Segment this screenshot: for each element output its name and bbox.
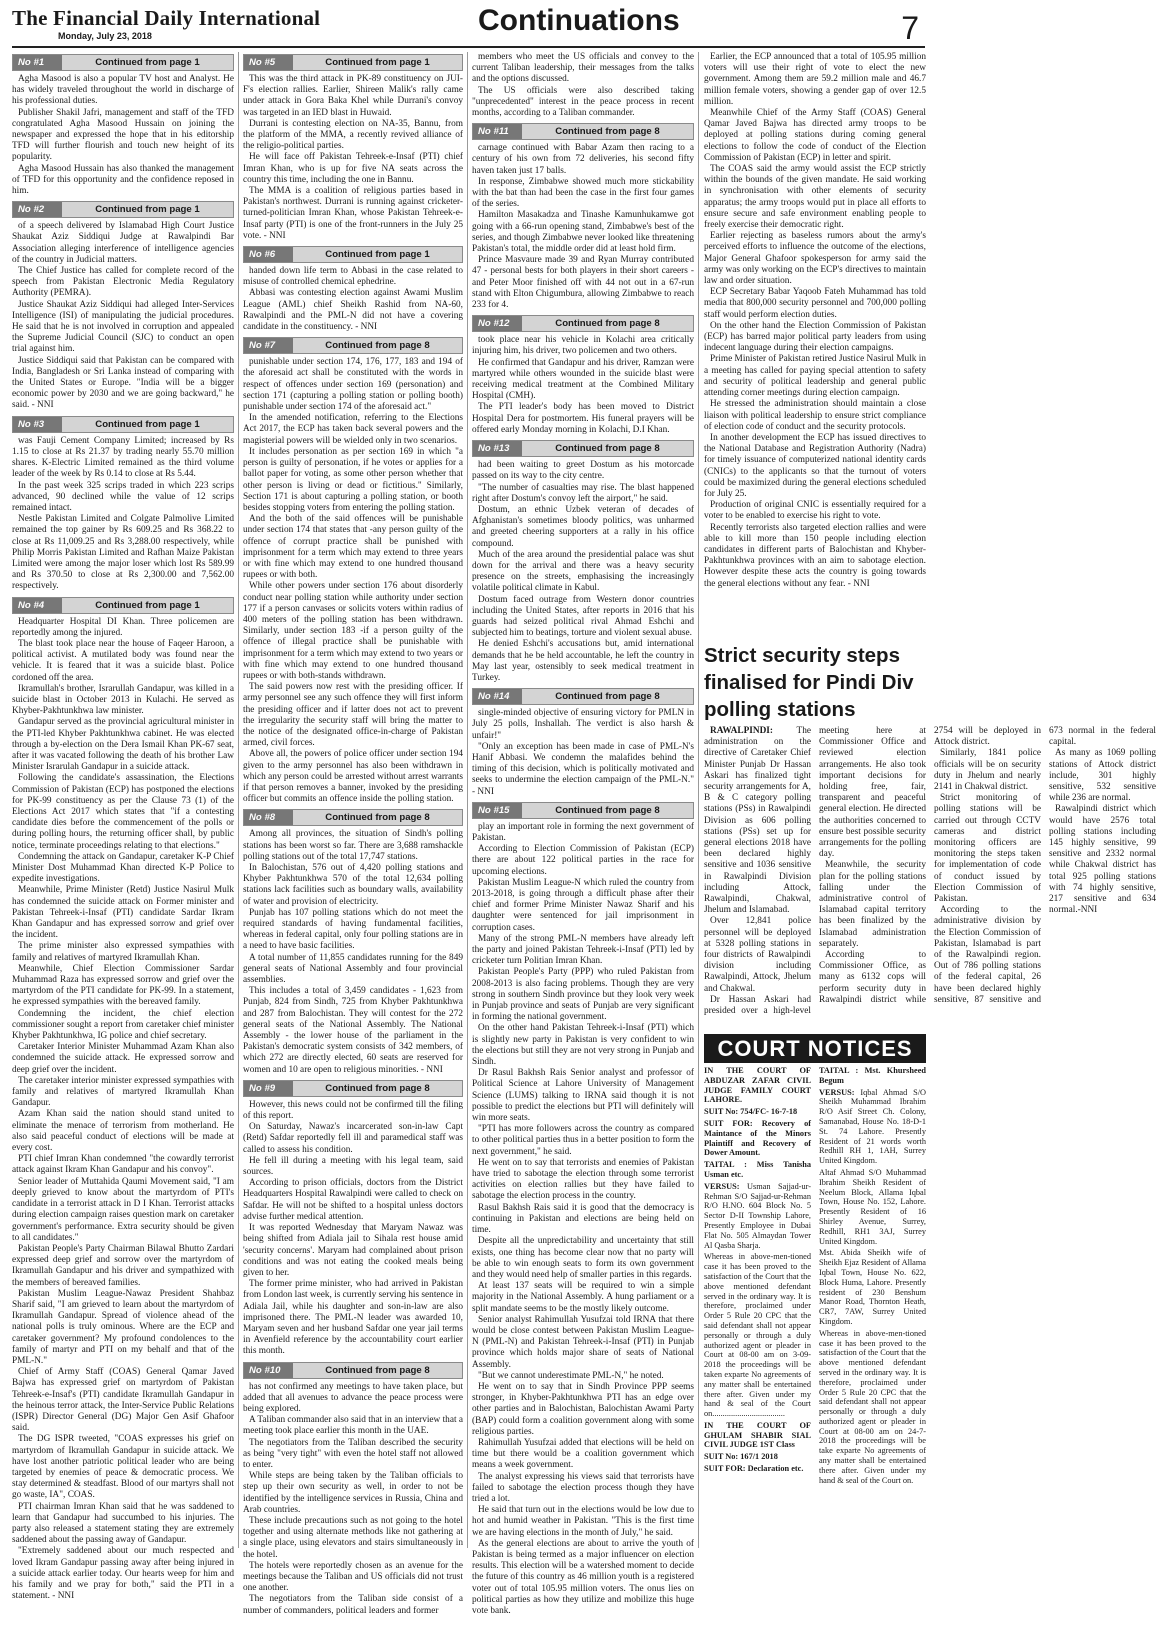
article-paragraph: "PTI has more followers across the country as compared to other political parties thus in a better position to form the next government," he said. <box>472 1124 694 1157</box>
story-dateline: RAWALPINDI: <box>710 726 774 736</box>
article-paragraph: This was the third attack in PK-89 constituency on JUI-F's election rallies. Earlier, Shireen Malik's rally came under attack in Gora Baka Khel while Durrani's convoy was targeted in an IED blast in Huwaid. <box>243 74 463 118</box>
article-paragraph: "Extremely saddened about our much respected and loved Ikram Gandapur passing away after being injured in a suicide attack earlier today. Our hearts weep for him and his family and we pray for both," said the PTI in a statement. - NNI <box>12 1546 234 1602</box>
court-notice-entry <box>704 1182 811 1251</box>
court-notice-heading: TAITAL : Mst. Khursheed Begum <box>819 1066 926 1085</box>
continuation-section <box>12 416 234 593</box>
article-paragraph: In Balochistan, 576 out of 4,420 polling stations and Khyber Pakhtunkhwa 570 of the total 12,634 polling stations lack facilities such as boundary walls, availability of water and provision of electricity. <box>243 863 463 907</box>
article-paragraph: Meanwhile, Chief Election Commissioner Sardar Muhammad Raza has expressed sorrow and grief over the martyrdom of the PTI candidate for PK-99. In a statement, he expressed sympathies with the bereaved family. <box>12 963 234 1008</box>
court-notice-text: Mst. Abida Sheikh wife of Sheikh Ejaz Resident of Allama Iqbal Town, House No. 622, Block Huma, Lahore. Presently resident of 230 Benshum Manor Road, Thornton Heath, CR7, 7AW, Surrey United Kingdom. <box>819 1248 926 1326</box>
column-divider <box>698 52 699 1548</box>
article-paragraph: Condemning the incident, the chief election commissioner sought a report from caretaker chief minister Khyber Pakhtunkhwa, IG police and chief secretary. <box>12 1008 234 1042</box>
page-number: 7 <box>901 10 919 46</box>
article-paragraph: was Fauji Cement Company Limited; increased by Rs 1.15 to close at Rs 21.37 by trading nearly 55.70 million shares. K-Electric Limited remained as the third volume leader of the week by Rs 0.14 to close at Rs 5.44. <box>12 435 234 480</box>
article-paragraph: According to Election Commission of Pakistan (ECP) there are about 122 political parties in the race for upcoming elections. <box>472 844 694 877</box>
story-paragraph <box>704 726 811 916</box>
continuation-number: No #1 <box>13 55 62 70</box>
article-paragraph: "Only an exception has been made in case of PML-N's Hanif Abbasi. We condemn the malafides behind the timing of this decision, which is politically motivated and seeks to undermine the election campaign of the PML-N." - NNI <box>472 741 694 797</box>
article-paragraph: He said that turn out in the elections would be low due to hot and humid weather in Pakistan. "This is the first time we are having elections in the month of July," he said. <box>472 1505 694 1538</box>
continuation-number: No #10 <box>244 1363 293 1378</box>
article-paragraph: of a speech delivered by Islamabad High Court Justice Shaukat Aziz Siddiqui Judge at Rawalpindi Bar Association alleging interference of intelligence agencies of the country in Judicial matters. <box>12 221 234 265</box>
continuation-number: No #5 <box>244 55 293 70</box>
continuation-section <box>472 52 694 119</box>
article-paragraph: The US officials were also described taking "unprecedented" interest in the peace process in recent months, according to a Taliban commander. <box>472 85 694 119</box>
continuation-section <box>472 802 694 1617</box>
court-notice-text: Iqbal Ahmad S/O Sheikh Muhammad Ibrahim R/O Asif Street Ch. Colony, Samanabad, House No. 18-D-1 St. 74 Lahore. Presently Resident of 21 words worth Redhill RH 1, 1AH, Surrey United Kingdom. <box>819 1087 927 1166</box>
article-paragraph: Pakistan People's Party (PPP) who ruled Pakistan from 2008-2013 is also facing problems. Though they are very strong in southern Sindh province but they look very week in Punjab province and seats of Punjab are very significant in forming the national government. <box>472 967 694 1023</box>
article-paragraph: It includes personation as per section 169 in which "a person is guilty of personation, if he votes or applies for a ballot paper for voting, as some other person whether that other person is living or dead or fictitious." Similarly, Section 171 is about capturing a polling station, or booth besides stopping voters from entering the polling station. <box>243 446 463 513</box>
article-paragraph: Many of the strong PML-N members have already left the party and joined Pakistan Tehreek-i-Insaf (PTI) led by cricketer turn Politian Imran Khan. <box>472 933 694 967</box>
article-paragraph: The negotiators from the Taliban described the security as being "very tight" with even the hotel staff not allowed to enter. <box>243 1437 463 1470</box>
article-paragraph: In response, Zimbabwe showed much more stickability with the bat than had been the case in the first four games of the series. <box>472 176 694 210</box>
article-paragraph: Caretaker Interior Minister Muhammad Azam Khan also condemned the suicide attack. He expressed sorrow and deep grief over the incident. <box>12 1042 234 1075</box>
article-paragraph: Meanwhile Chief of the Army Staff (COAS) General Qamar Javed Bajwa has directed army troops to be deployed at polling stations during coming general elections to follow the code of conduct of the Election Commission of Pakistan (ECP) in letter and spirit. <box>704 108 926 163</box>
continuation-section <box>472 688 694 798</box>
article-paragraph: Publisher Shakil Jafri, management and staff of the TFD congratulated Agha Masood Hussain on joining the newspaper and expressed the hope that in his editorship TFD will further flourish and touch new height of its popularity. <box>12 107 234 163</box>
article-paragraph: play an important role in forming the next government of Pakistan. <box>472 821 694 843</box>
story-paragraph: Similarly, 1841 police officials will be on security duty in Jhelum and nearly 2141 in Chakwal district. <box>934 748 1041 793</box>
article-paragraph: The former prime minister, who had arrived in Pakistan from London last week, is currently serving his sentence in Adiala Jail, while his daughter and son-in-law are also imprisoned there. The PML-N leader was awarded 10, Maryam seven and her husband Safdar one year jail terms in Avenfield reference by the accountability court earlier this month. <box>243 1279 463 1357</box>
article-paragraph: He went on to say that terrorists and enemies of Pakistan have tried to sabotage the election through some terrorist activities on election rallies but they have failed to sabotage the election process in the country. <box>472 1157 694 1202</box>
continuation-number: No #4 <box>13 598 62 613</box>
article-paragraph: Azam Khan said the nation should stand united to eliminate the menace of terrorism from motherland. He also said peaceful conduct of elections will be made at every cost. <box>12 1109 234 1154</box>
article-paragraph: The caretaker interior minister expressed sympathies with family and relatives of martyred Ikramullah Khan Gandapur. <box>12 1075 234 1109</box>
continuation-number: No #14 <box>473 689 522 704</box>
continuation-header <box>472 440 694 457</box>
article-paragraph: On Saturday, Nawaz's incarcerated son-in-law Capt (Retd) Safdar reportedly fell ill and paramedical staff was called to assess his condition. <box>243 1122 463 1155</box>
paper-date: Monday, July 23, 2018 <box>58 31 152 41</box>
article-paragraph: He denied Eshchi's accusations but, amid international demands that he be held accountable, he left the country in May last year, ostensibly to seek medical treatment in Turkey. <box>472 639 694 683</box>
article-paragraph: Condemning the attack on Gandapur, caretaker K-P Chief Minister Dost Muhammad Khan directed K-P Police to expedite investigations. <box>12 851 234 885</box>
article-paragraph: A Taliban commander also said that in an interview that a meeting took place earlier this month in the UAE. <box>243 1415 463 1437</box>
continuation-section <box>243 1362 463 1617</box>
story-paragraph: Meanwhile, the security plan for the polling stations falling under the administrative control of Islamabad capital territory has been finalized by the Islamabad administration separately. <box>819 860 926 949</box>
article-paragraph: Pakistan Muslim League-N which ruled the country from 2013-2018, is going through a difficult phase after their chief and former Prime Minister Nawaz Sharif and his daughter were sentenced for jail imprisonment in corruption cases. <box>472 877 694 933</box>
article-paragraph: Justice Shaukat Aziz Siddiqui had alleged Inter-Services Intelligence (ISI) of manipulating the judicial procedures. He said that he is not involved in corruption and appealed the Supreme Judicial Council (SJC) to conduct an open trial against him. <box>12 299 234 355</box>
article-paragraph: In another development the ECP has issued directives to the National Database and Registration Authority (Nadra) for timely issuance of computerized national identity cards (CNICs) to the applicants so that the turnout of voters could be maximized during the general elections scheduled for July 25. <box>704 432 926 499</box>
court-notices-body <box>704 1066 926 1626</box>
story-headline: Strict security steps finalised for Pindi Div polling stations <box>704 644 914 721</box>
article-paragraph: On the other hand the Election Commission of Pakistan (ECP) has barred major political party leaders from using indecent language during their election campaigns. <box>704 320 926 354</box>
court-notice-text: Altaf Ahmad S/O Muhammad Ibrahim Sheikh Resident of Neelum Block, Allama Iqbal Town, House No. 152, Lahore. Presently Resident of 16 Shirley Avenue, Surrey, Redhill, RH1 3AJ, Surrey United Kingdom. <box>819 1167 926 1246</box>
continuation-number: No #12 <box>473 316 522 331</box>
continuation-header <box>243 809 463 826</box>
article-paragraph: The Chief Justice has called for complete record of the speech from Pakistan Electronic Media Regulatory Authority (PEMRA). <box>12 266 234 299</box>
continuation-label: Continued from page 8 <box>555 691 660 703</box>
article-paragraph: Earlier rejecting as baseless rumors about the army's perceived efforts to influence the outcome of the elections, Major General Ghafoor spokesperson for army said the army was only working on the ECP's directives to maintain law and order situation. <box>704 231 926 287</box>
court-notice-entry <box>704 1107 811 1117</box>
article-paragraph: Senior analyst Rahimullah Yusufzai told IRNA that there would be close contest between Pakistan Muslim League-N (PML-N) and Pakistan Tehreek-i-Insaf (PTI) in Punjab province which holds major share of seats of National Assembly. <box>472 1314 694 1370</box>
continuation-header <box>472 802 694 819</box>
court-notice-entry <box>819 1248 926 1326</box>
article-paragraph: He stressed the administration should maintain a close liaison with political leadership to ensure strict compliance of election code of conduct and the security protocols. <box>704 399 926 432</box>
article-paragraph: As the general elections are about to arrive the youth of Pakistan is being termed as a major influencer on election results. This election will be a watershed moment to decide the future of this country as 46 million youth is a registered voter out of total 105.95 million voters. The onus lies on political parties as how they utilize and mobilize this huge vote bank. <box>472 1538 694 1616</box>
article-paragraph: members who meet the US officials and convey to the current Taliban leadership, their messages from the talks and the options discussed. <box>472 52 694 85</box>
continuation-header <box>243 246 463 263</box>
continuation-label: Continued from page 1 <box>95 204 200 216</box>
continuation-label: Continued from page 8 <box>555 126 660 138</box>
continuation-section <box>243 1080 463 1358</box>
story-paragraph: Rawalpindi district which would have 2576 total polling stations including 145 highly sensitive, 99 sensitive and 2332 normal while Chakwal district has total 925 polling stations with 74 highly sensitive, 217 sensitive and 634 normal.-NNI <box>1049 804 1156 916</box>
court-notice-entry <box>819 1066 926 1086</box>
continuation-section <box>12 201 234 411</box>
article-paragraph: Recently terrorists also targeted election rallies and were able to kill more than 150 people including election candidates in different parts of Balochistan and Khyber-Pakhtunkhwa provinces with an aim to sabotage election. However despite these acts the country is going towards the general elections without any fear. - NNI <box>704 522 926 589</box>
continuation-section <box>243 809 463 1075</box>
article-paragraph: Abbasi was contesting election against Awami Muslim League (AML) chief Sheikh Rashid from NA-60, Rawalpindi and the PML-N did not have a covering candidate in the constituency. - NNI <box>243 288 463 333</box>
continuation-label: Continued from page 1 <box>95 599 200 611</box>
section-title: Continuations <box>478 4 680 37</box>
continuation-header <box>472 315 694 332</box>
continuation-label: Continued from page 1 <box>95 57 200 68</box>
continuation-header <box>472 688 694 705</box>
story-paragraph: As many as 1069 polling stations of Attock district include, 301 highly sensitive, 532 sensitive while 236 are normal. <box>1049 748 1156 804</box>
article-paragraph: Above all, the powers of police officer under section 194 given to the army personnel has also been withdrawn in which any person could be arrested without arrest warrants if that person removes a banner, invoked by the presiding officer but commits an offence inside the polling station. <box>243 749 463 805</box>
article-paragraph: However, this news could not be confirmed till the filing of this report. <box>243 1099 463 1122</box>
column-1 <box>12 52 234 1602</box>
story-paragraph: According to Commissioner Office, as many as 6132 cops will perform security duty in Rawalpindi district while 2754 will be deployed in Attock district. <box>819 726 1041 1005</box>
continuation-number: No #11 <box>473 124 522 139</box>
court-notice-heading: VERSUS: <box>819 1087 855 1097</box>
column-2 <box>243 52 463 1616</box>
article-paragraph: These include precautions such as not going to the hotel together and using alternate methods like not gathering at a single place, using elevators and stairs simultaneously in the hotel. <box>243 1515 463 1560</box>
article-paragraph: carnage continued with Babar Azam then racing to a century of his own from 72 deliveries, his second fifty haven taken just 17 balls. <box>472 143 694 176</box>
column-4-continuation <box>704 52 926 638</box>
article-paragraph: He confirmed that Gandapur and his driver, Ramzan were martyred while others wounded in the suicide blast were receiving medical treatment at the Combined Military Hospital (CMH). <box>472 357 694 402</box>
article-paragraph: He fell ill during a meeting with his legal team, said sources. <box>243 1155 463 1178</box>
article-paragraph: The blast took place near the house of Faqeer Haroon, a political activist. A mutilated body was found near the vehicle. It is feared that it was a suicide blast. Police cordoned off the area. <box>12 638 234 683</box>
article-paragraph: Durrani is contesting election on NA-35, Bannu, from the platform of the MMA, a recently revived alliance of the religio-political parties. <box>243 118 463 152</box>
article-paragraph: At least 137 seats will be required to win a simple majority in the National Assembly. A hung parliament or a split mandate seems to be the mostly likely outcome. <box>472 1281 694 1314</box>
continuation-header <box>243 1362 463 1379</box>
continuation-section <box>243 246 463 333</box>
column-divider <box>238 52 239 1548</box>
continuation-section <box>243 54 463 242</box>
article-paragraph: On the other hand Pakistan Tehreek-i-Insaf (PTI) which is slightly new party in Pakistan is very confident to win the elections but still they are not very strong in Punjab and Sindh. <box>472 1023 694 1068</box>
article-paragraph: He will face off Pakistan Tehreek-e-Insaf (PTI) chief Imran Khan, who is up for five NA seats across the country this time, including the one in Bannu. <box>243 152 463 185</box>
article-paragraph: Ikramullah's brother, Israrullah Gandapur, was killed in a suicide blast in October 2013 in Kulachi. He served as Khyber-Pakhtunkhwa law minister. <box>12 683 234 717</box>
court-notice-heading: TAITAL : Miss Tanisha Usman etc. <box>704 1160 811 1179</box>
court-notice-entry <box>704 1119 811 1158</box>
continuation-label: Continued from page 8 <box>555 318 660 330</box>
continuation-number: No #7 <box>244 338 293 353</box>
article-paragraph: And the both of the said offences will be punishable under section 174 that states that -any person guilty of the offence of corrupt practice shall be punished with imprisonment for a term which may extend to three years or with fine which may extend to one hundred thousand rupees or with both. <box>243 514 463 581</box>
continuation-header <box>243 1080 463 1097</box>
continuation-section <box>472 123 694 311</box>
article-paragraph: Much of the area around the presidential palace was shut down for the arrival and there was a heavy security presence on the streets, emphasising the increasingly volatile political climate in Kabul. <box>472 549 694 594</box>
continuation-header <box>243 54 463 71</box>
continuation-number: No #13 <box>473 441 522 456</box>
court-notice-heading: SUIT FOR: Recovery of Maintance of the Minors Plaintiff and Recovery of Dower Amount. <box>704 1118 811 1158</box>
continuation-section <box>12 54 234 197</box>
article-paragraph: The DG ISPR tweeted, "COAS expresses his grief on martyrdom of Ikramullah Gandapur in suicide attack. We have lost another patriotic political leader who are being targeted by enemies of peace & democratic process. We stay determined & steadfast. Blood of our martyrs shall not go waste, IA", COAS. <box>12 1434 234 1501</box>
article-paragraph: Dr Rasul Bakhsh Rais Senior analyst and professor of Political Science at Lahore University of Management Science (LUMS) talking to IRNA said though it is not possible to predict the elections but PTI will definitely will win more seats. <box>472 1068 694 1124</box>
court-notice-heading: VERSUS: <box>704 1181 740 1191</box>
continuation-label: Continued from page 8 <box>325 1082 430 1094</box>
article-paragraph: Agha Masood is also a popular TV host and Analyst. He has widely traveled throughout the world in discharge of his professional duties. <box>12 74 234 107</box>
continuation-number: No #3 <box>13 417 62 432</box>
continuation-section <box>12 597 234 1603</box>
article-paragraph: Pakistan Muslim League-Nawaz President Shahbaz Sharif said, "I am grieved to learn about the martyrdom of Ikramullah Gandapur. Spread of violence ahead of the national polls is truly ominous. Where are the ECP and caretaker government? My profound condolences to the family of martyr and PTI on my behalf and that of the PML-N." <box>12 1288 234 1366</box>
continuation-number: No #8 <box>244 810 293 825</box>
column-divider <box>467 52 468 1548</box>
continuation-label: Continued from page 1 <box>325 57 430 68</box>
article-paragraph: Pakistan People's Party Chairman Bilawal Bhutto Zardari expressed deep grief and sorrow over the martyrdom of Ikramullah Gandapur and his driver and sympathized with the members of bereaved families. <box>12 1243 234 1288</box>
article-paragraph: He went on to say that in Sindh Province PPP seems stronger, in Khyber-Pakhtunkhwa PTI has an edge over other parties and in Balochistan, Balochistan Awami Party (BAP) could form a coalition government along with some religious parties. <box>472 1381 694 1437</box>
court-notices-banner: COURT NOTICES <box>704 1034 926 1063</box>
continuation-section <box>472 315 694 436</box>
article-paragraph: While steps are being taken by the Taliban officials to step up their own security as well, in order to not be identified by the intelligence services in Russia, China and Arab countries. <box>243 1471 463 1515</box>
article-paragraph: Senior leader of Muttahida Qaumi Movement said, "I am deeply grieved to know about the martyrdom of PTI's candidate in a terrorist attack in D I Khan. Terrorist attacks during election campaign raises question mark on caretaker government's performance. Extra security should be given to all candidates." <box>12 1176 234 1243</box>
article-paragraph: Gandapur served as the provincial agricultural minister in the PTI-led Khyber Pakhtunkhwa cabinet. He was elected through a by-election on the Dera Ismail Khan PK-67 seat, after it was vacated following the death of his brother Law Minister Israrulah Gandapur in a suicide attack. <box>12 717 234 773</box>
article-paragraph: In the past week 325 scrips traded in which 223 scrips advanced, 90 declined while the value of 12 scrips remained intact. <box>12 480 234 513</box>
continuation-label: Continued from page 8 <box>325 812 430 824</box>
story-paragraph: Strict monitoring of polling stations will be carried out through CCTV cameras and district monitoring officers are monitoring the steps taken for implementation of code of conduct issued by Election Commission of Pakistan. <box>934 793 1041 905</box>
article-paragraph: single-minded objective of ensuring victory for PMLN in July 25 polls, Inshallah. The verdict is also harsh & unfair!" <box>472 708 694 741</box>
article-paragraph: Dostum faced outrage from Western donor countries including the United States, after reports in 2016 that his guards had seized political rival Ahmad Eshchi and subjected him to beatings, torture and violent sexual abuse. <box>472 594 694 639</box>
masthead <box>12 4 925 48</box>
article-paragraph: The prime minister also expressed sympathies with family and relatives of martyred Ikramullah Khan. <box>12 941 234 963</box>
article-paragraph: The said powers now rest with the presiding officer. If army personnel see any such offence they will first inform the presiding officer and if latter does not act to prevent the irregularity the security staff will bring the matter to the notice of the designated office-in-charge of Pakistan armed, civil forces. <box>243 682 463 749</box>
article-paragraph: Earlier, the ECP announced that a total of 105.95 million voters will use their right of vote to elect the new government. Among them are 59.2 million male and 46.7 million female voters, showing a gender gap of over 12.5 million. <box>704 52 926 107</box>
continuation-header <box>12 416 234 433</box>
continuation-section <box>704 52 926 590</box>
article-paragraph: The analyst expressing his views said that terrorists have failed to sabotage the election process though they have tried a lot. <box>472 1471 694 1504</box>
court-notice-entry <box>819 1088 926 1166</box>
court-notice-text: Whereas in above-men-tioned case it has been proved to the satisfaction of the Court that the above mentioned defendant served in the ordinary way. It is therefore, proclaimed under Order 5 Rule 20 CPC that the said defendant shall not appear personally or through a duly authorized agent or pleader in Court at 08-00 am on 24-7-2018 the proceedings will be take exparte No agreements of any matter shall be entertained there after. Given under my hand & seal of the Court on. <box>819 1328 926 1485</box>
article-paragraph: "But we cannot underestimate PML-N," he noted. <box>478 1370 664 1381</box>
continuation-number: No #6 <box>244 247 293 262</box>
continuation-header <box>12 54 234 71</box>
article-paragraph: In the amended notification, referring to the Elections Act 2017, the ECP has taken back several powers and the magisterial powers will be wielded only in two scenarios. <box>243 413 463 446</box>
story-paragraph: Over 12,841 police personnel will be deployed at 5328 polling stations in four districts of Rawalpindi division including Rawalpindi, Attock, Jhelum and Chakwal. <box>704 916 811 994</box>
article-paragraph: Punjab has 107 polling stations which do not meet the required standards of having fundamental facilities, whereas in federal capital, only four polling stations are in a need to have basic facilities. <box>243 907 463 952</box>
article-paragraph: The COAS said the army would assist the ECP strictly within the bounds of the given mandate. He said working in synchronisation with other elements of security apparatus; the army troops would put in place all efforts to ensure secure and safe environment enabling people to freely exercise their democratic right. <box>704 164 926 231</box>
article-paragraph: Production of original CNIC is essentially required for a voter to be enabled to exercise his right to vote. <box>704 500 926 522</box>
column-4 <box>704 52 1156 1548</box>
continuation-header <box>243 337 463 354</box>
continuation-section <box>243 337 463 805</box>
continuation-label: Continued from page 8 <box>325 340 430 352</box>
article-paragraph: Despite all the unpredictability and uncertainty that still exists, one thing has become clear now that no party will be able to win enough seats to form its own government and they would need help of smaller parties in this regards. <box>472 1236 694 1280</box>
article-paragraph: Among all provinces, the situation of Sindh's polling stations has been worst so far. There are 3,688 ramshackle polling stations out of the total 17,747 stations. <box>243 829 463 862</box>
article-paragraph: PTI chief Imran Khan condemned "the cowardly terrorist attack against Ikram Khan Gandapur and his convoy". <box>12 1154 234 1176</box>
article-paragraph: The negotiators from the Taliban side consist of a number of commanders, political leaders and former <box>243 1594 463 1616</box>
continuation-header <box>12 597 234 614</box>
article-paragraph: A total number of 11,855 candidates running for the 849 general seats of National Assembly and four provincial assemblies. <box>243 952 463 986</box>
article-paragraph: While other powers under section 176 about disorderly conduct near polling station while authority under section 177 if a person canvases or solicits voters within radius of 400 meters of the polling station has been withdrawn. Similarly, under section 183 -if a person guilty of the offence of illegal practice shall be punishable with imprisonment for a term which may extend to two years or with fine which may extend to one hundred thousand rupees or with both-stands withdrawn. <box>243 581 463 681</box>
story-paragraph: According to the administrative division by the Election Commission of Pakistan, Islamabad is part of the Rawalpindi region. Out of 786 polling stations of the federal capital, 26 have been declared highly sensitive, 87 sensitive and 673 normal in the federal capital. <box>934 726 1156 1005</box>
article-paragraph: punishable under section 174, 176, 177, 183 and 194 of the aforesaid act shall be constituted with the words in respect of offences under section 169 (personation) and section 171 (capturing a polling station or polling booth) punishable under section 174 of the aforesaid act." <box>243 357 463 413</box>
article-paragraph: This includes a total of 3,459 candidates - 1,623 from Punjab, 824 from Sindh, 725 from Khyber Pakhtunkhwa and 287 from Balochistan. They will contest for the 272 general seats of the National Assembly. The National Assembly - the lower house of the parliament in the Pakistan's democratic system consists of 342 members, of which 272 are directly elected, 60 seats are reserved for women and 10 are open to religious minorities. - NNI <box>243 986 463 1075</box>
article-paragraph: Prime Minister of Pakistan retired Justice Nasirul Mulk in a meeting has called for paying special attention to safety and security of political leadership and general public attending corner meetings during election campaign. <box>704 354 926 399</box>
court-notice-entry <box>704 1252 811 1419</box>
continuation-section <box>472 440 694 684</box>
article-paragraph: The PTI leader's body has been moved to District Hospital Dera for postmortem. His funeral prayers will be offered early Monday morning in Kolachi, D.I Khan. <box>472 402 694 435</box>
article-paragraph: Justice Siddiqui said that Pakistan can be compared with India, Bangladesh or Sri Lanka instead of comparing with the United States or Europe. "India will be a bigger economic power by 2030 and we are going backward," he said. - NNI <box>12 355 234 411</box>
article-paragraph: Dostum, an ethnic Uzbek veteran of decades of Afghanistan's sometimes bloody politics, was unharmed and greeted cheering supporters at a rally in his office compound. <box>472 504 694 549</box>
article-paragraph: "The number of casualties may rise. The blast happened right after Dostum's convoy left the airport," he said. <box>472 482 694 504</box>
article-paragraph: Prince Masvaure made 39 and Ryan Murray contributed 47 - personal bests for both players in their short careers - and Peter Moor finished off with 44 not out in a 67-run stand with Elton Chigumbura, allowing Zimbabwe to reach 233 for 4. <box>472 255 694 311</box>
continuation-header <box>472 123 694 140</box>
court-notice-heading: SUIT FOR: Declaration etc. <box>704 1464 804 1474</box>
court-notice-heading: IN THE COURT OF GHULAM SHABIR SIAL CIVIL JUDGE 1ST Class <box>704 1420 811 1450</box>
continuation-header <box>12 201 234 218</box>
article-paragraph: Agha Masood Hussain has also thanked the management of TFD for this opportunity and the confidence reposed in him. <box>12 163 234 197</box>
court-notice-entry <box>704 1464 811 1474</box>
court-notice-heading: SUIT No: 167/1 2018 <box>704 1452 778 1462</box>
continuation-label: Continued from page 1 <box>325 249 430 261</box>
continuation-number: No #2 <box>13 202 62 217</box>
paper-title: The Financial Daily International <box>12 6 321 30</box>
story-text: The administration on the directive of Caretaker Chief Minister Punjab Dr Hassan Askari has finalized tight security arrangements for A, B & C category polling stations (PSs) in Rawalpindi Division as 606 polling stations (PSs) set up for general elections 2018 have been declared highly sensitive and 1036 sensitive in Rawalpindi Division including Attock, Rawalpindi, Chakwal, Jhelum and Islamabad. <box>704 726 811 916</box>
article-paragraph: has not confirmed any meetings to have taken place, but added that all avenues to advance the peace process were being explored. <box>243 1381 463 1414</box>
article-paragraph: Headquarter Hospital DI Khan. Three policemen are reportedly among the injured. <box>12 616 234 638</box>
article-paragraph: It was reported Wednesday that Maryam Nawaz was being shifted from Adiala jail to Sihala rest house amid 'security concerns'. Maryam had complained about prison conditions and was not eating the cooked meals being given to her. <box>243 1223 463 1278</box>
article-paragraph: ECP Secretary Babar Yaqoob Fateh Muhammad has told media that 800,000 security personnel and 700,000 polling staff would perform election duties. <box>704 287 926 320</box>
article-paragraph: Following the candidate's assassination, the Elections Commission of Pakistan (ECP) has postponed the elections for PK-99 constituency as per the Clause 73 (1) of the Elections Act 2017 which states that "if a contesting candidate dies before the commencement of the polls or during polling hours, the returning officer shall, by public notice, terminate proceedings relating to that elections." <box>12 773 234 851</box>
court-notice-entry <box>704 1421 811 1450</box>
court-notice-entry <box>704 1066 811 1105</box>
article-paragraph: Meanwhile, Prime Minister (Retd) Justice Nasirul Mulk has condemned the suicide attack on Former minister and Pakistan Tehreek-i-Insaf (PTI) candidate Sardar Ikram Khan Gandapur and has expressed sorrow and grief over the incident. <box>12 885 234 941</box>
court-notice-text: Usman Sajjad-ur-Rehman S/O Sajjad-ur-Rehman R/O H.NO. 604 Block No. 5 Sector D-II Township Lahore, Presently Employee in Dubai Flat No. 505 Almaydan Tower Al Qasba Sharja. <box>704 1181 811 1250</box>
story-body <box>704 726 1156 1026</box>
article-paragraph: Rahimullah Yusufzai added that elections will be held on time but there would be a coalition government which means a week government. <box>472 1437 694 1471</box>
court-notice-heading: IN THE COURT OF ABDUZAR ZAFAR CIVIL JUDGE FAMILY COURT LAHORE. <box>704 1066 811 1105</box>
court-notice-entry <box>704 1160 811 1180</box>
column-3 <box>472 52 694 1616</box>
continuation-label: Continued from page 8 <box>555 443 660 455</box>
article-paragraph: PTI chairman Imran Khan said that he was saddened to learn that Gandapur had succumbed to his injuries. The party also released a statement stating they are extremely saddened about the passing away of Gandapur. <box>12 1501 234 1546</box>
article-paragraph: The hotels were reportedly chosen as an avenue for the meetings because the Taliban and US officials did not trust one another. <box>243 1560 463 1594</box>
article-paragraph: Chief of Army Staff (COAS) General Qamar Javed Bajwa has expressed grief on martyrdom of Pakistan Tehreek-e-Insaf's (PTI) candidate Ikramullah Gandapur in the heinous terror attack, the Inter-Service Public Relations (ISPR) Director General (DG) Major Gen Asif Ghafoor said. <box>12 1367 234 1434</box>
article-paragraph: The MMA is a coalition of religious parties based in Pakistan's northwest. Durrani is running against cricketer-turned-politician Imran Khan, whose Pakistan Tehreek-e-Insaf party (PTI) is one of the front-runners in the July 25 vote. - NNI <box>243 186 463 241</box>
article-paragraph: Nestle Pakistan Limited and Colgate Palmolive Limited remained the top gainer by Rs 609.25 and Rs 368.22 to close at Rs 11,009.25 and Rs 3,288.00 respectively, while Philip Morris Pakistan Limited and Rafhan Maize Pakistan Limited were among the major loser which lost Rs 589.99 and Rs 370.50 to close at Rs 2,300.00 and 7,562.00 respectively. <box>12 514 234 592</box>
court-notice-entry <box>819 1168 926 1246</box>
article-paragraph: According to prison officials, doctors from the District Headquarters Hospital Rawalpindi were called to check on Safdar. He will not be shifted to a hospital unless doctors advise further medical attention. <box>243 1178 463 1222</box>
continuation-label: Continued from page 1 <box>95 418 200 430</box>
article-paragraph: handed down life term to Abbasi in the case related to misuse of controlled chemical ephedrine. <box>243 266 463 288</box>
story-paragraph: Dr Hassan Askari had presided over a high-level meeting here at Commissioner Office and reviewed election arrangements. He also took important decisions for holding free, fair, transparent and peaceful general election. He directed the authorities concerned to ensure best possible security arrangements for the polling day. <box>704 726 926 1017</box>
court-notice-entry <box>704 1452 811 1462</box>
continuation-number: No #9 <box>244 1081 293 1096</box>
court-notice-entry <box>819 1329 926 1486</box>
court-notice-text: Whereas in above-men-tioned case it has been proved to the satisfaction of the Court that the above mentioned defendant served in the ordinary way. It is therefore, proclaimed under Order 5 Rule 20 CPC that the said defendant shall not appear personally or through a duly authorized agent or pleader in Court at 08-00 am on 3-09-2018 the proceedings will be taken exparte No agreements of any matter shall be entertained there after. Given under my hand & seal of the Court on................................... <box>704 1252 811 1419</box>
continuation-number: No #15 <box>473 803 522 818</box>
article-paragraph: took place near his vehicle in Kolachi area critically injuring him, his driver, two policemen and two others. <box>472 335 694 357</box>
court-notice-heading: SUIT No: 754/FC- 16-7-18 <box>704 1107 798 1117</box>
continuation-label: Continued from page 8 <box>325 1364 430 1376</box>
article-paragraph: had been waiting to greet Dostum as his motorcade passed on its way to the city centre. <box>472 460 694 482</box>
continuation-label: Continued from page 8 <box>555 804 660 816</box>
article-paragraph: Hamilton Masakadza and Tinashe Kamunhukamwe got going with a 66-run opening stand, Zimbabwe's best of the series, and though Zimbabwe never looked like threatening Pakistan's total, the middle order did at least hold firm. <box>472 210 694 255</box>
article-paragraph: Rasul Bakhsh Rais said it is good that the democracy is continuing in Pakistan and elections are being held on time. <box>472 1202 694 1236</box>
